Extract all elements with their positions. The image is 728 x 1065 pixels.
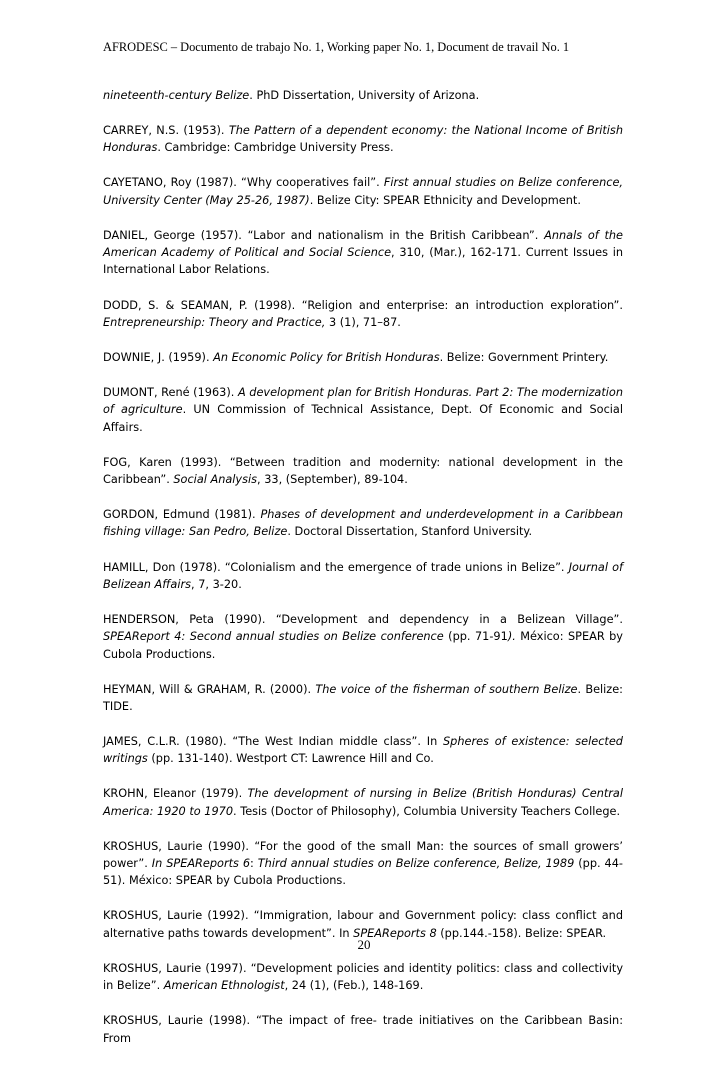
reference-title-text: An Economic Policy for British Honduras bbox=[213, 350, 440, 364]
reference-text: HAMILL, Don (1978). “Colonialism and the emergence of trade unions in Belize”. bbox=[103, 560, 569, 574]
reference-title-text: nineteenth-century Belize bbox=[103, 89, 250, 102]
reference-text: CARREY, N.S. (1953). bbox=[103, 124, 229, 138]
reference-text: JAMES, C.L.R. (1980). “The West Indian middle class”. In bbox=[103, 734, 444, 748]
reference-text: GORDON, Edmund (1981). bbox=[103, 508, 261, 522]
reference-entry bbox=[103, 559, 623, 594]
reference-text: KROHN, Eleanor (1979). bbox=[103, 787, 248, 801]
reference-text: KROSHUS, Laurie (1990). “For the good of the small Man: the sources of small growers’ power”. bbox=[103, 839, 623, 871]
reference-text: DANIEL, George (1957). “Labor and nationalism in the British Caribbean”. bbox=[103, 228, 545, 242]
reference-text: . UN Commission of Technical Assistance, Dept. Of Economic and Social Affairs. bbox=[103, 403, 623, 434]
reference-entry bbox=[103, 838, 623, 890]
reference-title-text: The development of nursing in Belize (British Honduras) Central America: 1920 to 1970 bbox=[103, 787, 623, 818]
reference-entry bbox=[103, 122, 623, 157]
reference-text: : bbox=[250, 857, 258, 871]
running-header: AFRODESC – Documento de trabajo No. 1, Working paper No. 1, Document de travail No. 1 bbox=[103, 40, 570, 54]
reference-text: CAYETANO, Roy (1987). “Why cooperatives fail”. bbox=[103, 176, 384, 190]
reference-text: . Belize: Government Printery. bbox=[439, 350, 609, 364]
reference-entry bbox=[103, 960, 623, 995]
reference-title-text: Spheres of existence: selected writings bbox=[103, 734, 623, 766]
reference-text: México: SPEAR by Cubola Productions. bbox=[103, 630, 623, 661]
reference-title-text: ). bbox=[507, 630, 516, 644]
reference-text: . Cambridge: Cambridge University Press. bbox=[157, 141, 394, 155]
reference-text: DUMONT, René (1963). bbox=[103, 386, 238, 400]
reference-text: KROSHUS, Laurie (1998). “The impact of free- trade initiatives on the Caribbean Basin: From bbox=[103, 1014, 623, 1045]
reference-text: (pp. 131-140). Westport CT: Lawrence Hill and Co. bbox=[147, 752, 434, 766]
reference-entry bbox=[103, 733, 623, 768]
reference-text: DOWNIE, J. (1959). bbox=[103, 350, 214, 364]
reference-title-text: SPEAReport 4: Second annual studies on Belize conference bbox=[103, 630, 444, 644]
reference-entry bbox=[103, 1012, 623, 1047]
reference-entry bbox=[103, 611, 623, 663]
reference-title-text: Annals of the American Academy of Political and Social Science bbox=[103, 228, 624, 260]
reference-entry bbox=[103, 297, 623, 332]
reference-list bbox=[103, 87, 623, 1065]
reference-title-text: Third annual studies on Belize conference, Belize, 1989 bbox=[257, 857, 575, 871]
reference-text: , 24 (1), (Feb.), 148-169. bbox=[284, 979, 424, 993]
page-number: 20 bbox=[357, 937, 371, 952]
reference-text: FOG, Karen (1993). “Between tradition and modernity: national development in the Caribbean”. bbox=[103, 455, 623, 487]
reference-title-text: The Pattern of a dependent economy: the National Income of British Honduras bbox=[103, 124, 623, 155]
reference-text: (pp. 71-91 bbox=[443, 630, 508, 644]
reference-text: HENDERSON, Peta (1990). “Development and dependency in a Belizean Village”. bbox=[103, 612, 623, 626]
reference-entry bbox=[103, 681, 623, 716]
reference-entry bbox=[103, 506, 623, 541]
reference-title-text: A development plan for British Honduras. Part 2: The modernization of agriculture bbox=[103, 386, 623, 417]
reference-entry bbox=[103, 174, 623, 209]
reference-text: 3 (1), 71–87. bbox=[325, 315, 401, 329]
reference-text: , 310, (Mar.), 162-171. Current Issues in International Labor Relations. bbox=[103, 246, 623, 277]
reference-title-text: First annual studies on Belize conference, University Center (May 25-26, 1987) bbox=[103, 176, 624, 207]
reference-title-text: The voice of the fisherman of southern Belize bbox=[315, 682, 578, 696]
reference-text: . Belize City: SPEAR Ethnicity and Development. bbox=[309, 193, 581, 207]
reference-title-text: In SPEAReports 6 bbox=[151, 857, 251, 871]
reference-text: (pp. 44-51). México: SPEAR by Cubola Productions. bbox=[103, 857, 623, 888]
reference-entry bbox=[103, 384, 623, 436]
reference-title-text: SPEAReports 8 bbox=[353, 926, 437, 940]
reference-title-text: Phases of development and underdevelopment in a Caribbean fishing village: San Pedro, Belize bbox=[103, 508, 623, 539]
reference-text: (pp.144.-158). Belize: SPEAR. bbox=[436, 926, 607, 940]
reference-title-text: Journal of Belizean Affairs bbox=[103, 560, 624, 591]
reference-title-text: Entrepreneurship: Theory and Practice, bbox=[103, 315, 326, 329]
reference-entry bbox=[103, 785, 623, 820]
reference-title-text: Social Analysis bbox=[173, 473, 258, 487]
reference-text: , 33, (September), 89-104. bbox=[257, 473, 408, 487]
reference-text: . PhD Dissertation, University of Arizona. bbox=[249, 89, 480, 102]
reference-text: KROSHUS, Laurie (1992). “Immigration, labour and Government policy: class conflict and alternative paths towards development”. In bbox=[103, 909, 623, 940]
reference-entry bbox=[103, 454, 623, 489]
reference-text: . Doctoral Dissertation, Stanford University. bbox=[287, 525, 533, 539]
reference-text: , 7, 3-20. bbox=[191, 577, 242, 591]
reference-entry bbox=[103, 349, 623, 366]
reference-text: . Tesis (Doctor of Philosophy), Columbia University Teachers College. bbox=[233, 804, 621, 818]
reference-entry bbox=[103, 227, 623, 279]
reference-entry bbox=[103, 87, 623, 104]
reference-text: . Belize: TIDE. bbox=[103, 682, 623, 713]
reference-text: HEYMAN, Will & GRAHAM, R. (2000). bbox=[103, 682, 316, 696]
reference-text: KROSHUS, Laurie (1997). “Development policies and identity politics: class and collectivity in Belize”. bbox=[103, 961, 623, 993]
reference-title-text: American Ethnologist bbox=[163, 979, 285, 993]
reference-text: DODD, S. & SEAMAN, P. (1998). “Religion and enterprise: an introduction exploration”. bbox=[103, 298, 623, 312]
